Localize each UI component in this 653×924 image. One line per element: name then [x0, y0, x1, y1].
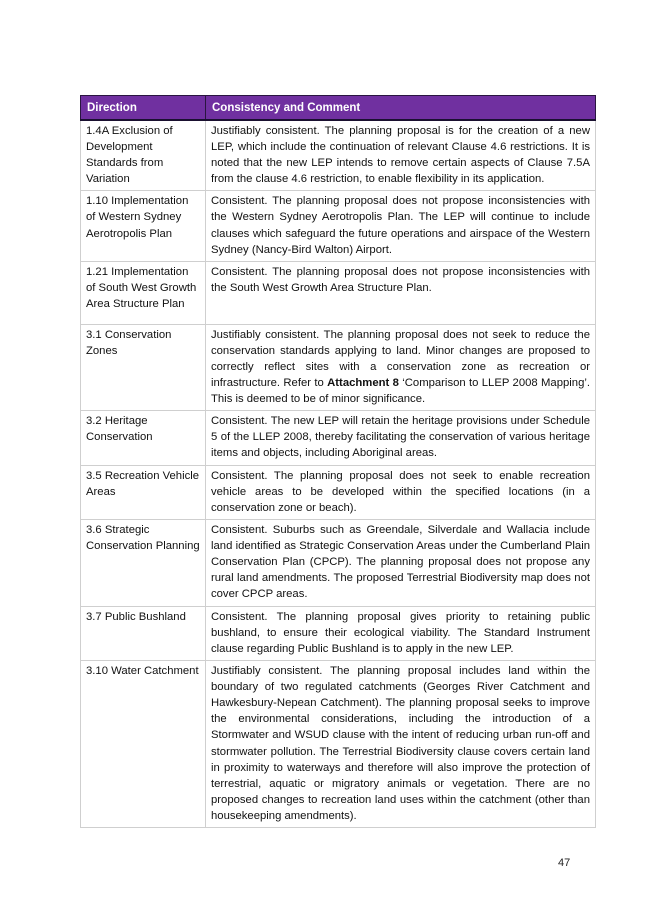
attachment-reference: Attachment 8	[327, 377, 399, 390]
table-row	[81, 261, 596, 324]
comment-cell: Consistent. The planning proposal does not seek to enable recreation vehicle areas to be developed within the specified locations (in a conservation zone or beach).	[206, 465, 596, 519]
direction-cell: 3.5 Recreation Vehicle Areas	[81, 465, 206, 519]
table-row	[81, 519, 596, 606]
comment-text: Justifiably consistent. The planning proposal does not seek to reduce the conservation standards applying to land. Minor changes are proposed to correctly reflect sites with a conservation zone as recreation or infrastructure. Refer to	[211, 328, 590, 390]
direction-cell: 3.7 Public Bushland	[81, 606, 206, 660]
table-row	[81, 661, 596, 828]
comment-cell: Consistent. The planning proposal gives priority to retaining public bushland, to ensure their ecological viability. The Standard Instrument clause regarding Public Bushland is to apply in the new LEP.	[206, 606, 596, 660]
table-row	[81, 411, 596, 465]
direction-cell: 1.10 Implementation of Western Sydney Aerotropolis Plan	[81, 191, 206, 261]
comment-cell: Consistent. The new LEP will retain the heritage provisions under Schedule 5 of the LLEP 2008, thereby facilitating the conservation of various heritage items and objects, including Aboriginal areas.	[206, 411, 596, 465]
directions-table	[80, 95, 596, 828]
direction-cell: 3.6 Strategic Conservation Planning	[81, 519, 206, 606]
table-row	[81, 465, 596, 519]
comment-cell	[206, 324, 596, 410]
comment-text: ‘Comparison to LLEP 2008 Mapping’. This is deemed to be of minor significance.	[211, 377, 590, 406]
comment-cell: Consistent. Suburbs such as Greendale, Silverdale and Wallacia include land identified as Strategic Conservation Areas under the Cumberland Plain Conservation Plan (CPCP). The planning proposal does not propose any rural land amendments. The proposed Terrestrial Biodiversity map does not cover CPCP areas.	[206, 519, 596, 606]
table-row	[81, 324, 596, 410]
direction-cell: 3.10 Water Catchment	[81, 661, 206, 828]
header-comment: Consistency and Comment	[206, 96, 596, 121]
direction-cell: 3.2 Heritage Conservation	[81, 411, 206, 465]
page-number: 47	[558, 857, 571, 869]
table-header-row	[81, 96, 596, 121]
comment-cell: Consistent. The planning proposal does not propose inconsistencies with the South West Growth Area Structure Plan.	[206, 261, 596, 324]
table-row	[81, 191, 596, 261]
table-row	[81, 120, 596, 191]
direction-cell: 3.1 Conservation Zones	[81, 324, 206, 410]
direction-cell: 1.21 Implementation of South West Growth Area Structure Plan	[81, 261, 206, 324]
table-row	[81, 606, 596, 660]
direction-cell: 1.4A Exclusion of Development Standards from Variation	[81, 120, 206, 191]
comment-cell: Justifiably consistent. The planning proposal includes land within the boundary of two regulated catchments (Georges River Catchment and Hawkesbury-Nepean Catchment). The planning proposal seeks to improve the environmental considerations, including the introduction of a Stormwater and WSUD clause with the intent of reducing urban run-off and stormwater pollution. The Terrestrial Biodiversity clause covers certain land in proximity to waterways and therefore will also improve the protection of terrestrial, aquatic or migratory animals or vegetation. There are no proposed changes to recreation land uses within the catchment (other than housekeeping amendments).	[206, 661, 596, 828]
comment-cell: Justifiably consistent. The planning proposal is for the creation of a new LEP, which include the continuation of relevant Clause 4.6 restrictions. It is noted that the new LEP intends to remove certain aspects of Clause 7.5A from the clause 4.6 restriction, to enable flexibility in its application.	[206, 120, 596, 191]
header-direction: Direction	[81, 96, 206, 121]
comment-cell: Consistent. The planning proposal does not propose inconsistencies with the Western Sydney Aerotropolis Plan. The LEP will continue to include clauses which safeguard the future operations and airspace of the Western Sydney (Nancy-Bird Walton) Airport.	[206, 191, 596, 261]
